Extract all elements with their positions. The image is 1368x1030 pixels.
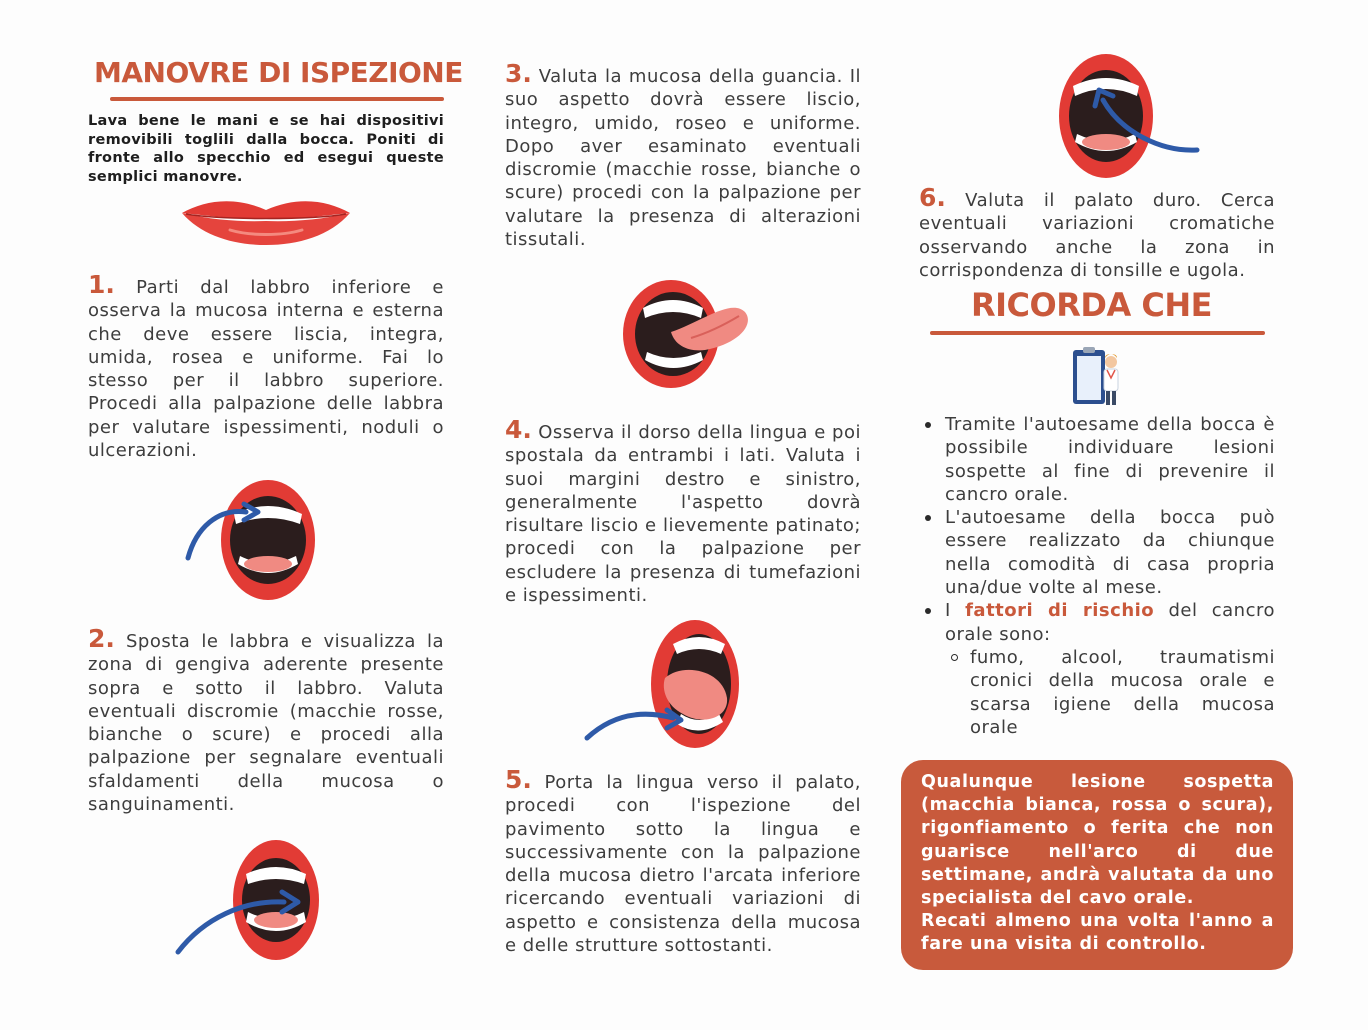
step-2 [88, 624, 444, 816]
section-title-ricorda: RICORDA CHE [971, 286, 1212, 324]
mouth-under-tongue-illustration [583, 618, 743, 752]
remember-bullet-3-post: del cancro orale sono: [945, 600, 1275, 645]
step-5-text: Porta la lingua verso il palato, procedi con l'ispezione del pavimento sotto la lingua e successivamente con la palpazione della mucosa dietro l'arcata inferiore ricercando eventuali variazioni di aspetto e consistenza della mucosa e delle strutture sottostanti. [505, 772, 861, 957]
remember-bullet-2: L'autoesame della bocca può essere realizzato da chiunque nella comodità di casa propria una/due volte al mese. [945, 507, 1275, 599]
remember-bullet-3 [945, 599, 1275, 739]
step-5 [505, 765, 861, 957]
step-1-number: 1. [88, 270, 115, 299]
mouth-tongue-side-illustration [621, 278, 753, 390]
clipboard-doctor-icon [1069, 346, 1123, 408]
open-mouth-lower-lip-illustration [174, 838, 328, 962]
risk-factors-sublist [945, 646, 1275, 739]
remember-bullets [919, 413, 1275, 739]
step-4-number: 4. [505, 415, 532, 444]
warning-callout [901, 760, 1293, 970]
step-2-text: Sposta le labbra e visualizza la zona di gengiva aderente presente sopra e sotto il labbro. Valuta eventuali discromie (macchie rosse, bianche o scure) e procedi alla palpazione per segnalare eventuali sfaldamenti della mucosa o sanguinamenti. [88, 631, 444, 816]
closed-lips-illustration [180, 196, 352, 246]
step-6-number: 6. [919, 183, 946, 212]
section-title-manovre: MANOVRE DI ISPEZIONE [94, 56, 463, 89]
step-1 [88, 270, 444, 462]
remember-bullet-3-pre: I [945, 600, 951, 622]
intro-text: Lava bene le mani e se hai dispositivi removibili toglili dalla bocca. Poniti di fronte allo specchio ed esegui queste semplici manovre. [88, 113, 444, 185]
step-5-number: 5. [505, 765, 532, 794]
step-6-text: Valuta il palato duro. Cerca eventuali variazioni cromatiche osservando anche la zona in corrispondenza di tonsille e ugola. [919, 190, 1275, 281]
step-6 [919, 183, 1275, 282]
step-3-number: 3. [505, 59, 532, 88]
callout-text-2: Recati almeno una volta l'anno a fare una visita di controllo. [921, 911, 1274, 955]
step-3 [505, 59, 861, 251]
title-underline [110, 97, 444, 101]
mouth-palate-illustration [1051, 52, 1201, 180]
ricorda-underline [930, 331, 1265, 335]
step-1-text: Parti dal labbro inferiore e osserva la mucosa interna e esterna che deve essere liscia, integra, umida, rosea e uniforme. Fai lo stesso per il labbro superiore. Procedi alla palpazione delle labbra per valutare ispessimenti, noduli o ulcerazioni. [88, 277, 444, 462]
open-mouth-upper-lip-illustration [184, 478, 318, 602]
step-4-text: Osserva il dorso della lingua e poi spostala da entrambi i lati. Valuta i suoi margini destro e sinistro, generalmente l'aspetto dovrà risultare liscio e lievemente patinato; procedi con la palpazione per escludere la presenza di tumefazioni e ispessimenti. [505, 422, 861, 607]
step-3-text: Valuta la mucosa della guancia. Il suo aspetto dovrà essere liscio, integro, umido, roseo e uniforme. Dopo aver esaminato eventuali discromie (macchie rosse, bianche o scure) procedi con la palpazione per valutare la presenza di alterazioni tissutali. [505, 66, 861, 251]
callout-text-1: Qualunque lesione sospetta (macchia bianca, rossa o scura), rigonfiamento o ferita che non guarisce nell'arco di due settimane, andrà valutata da uno specialista del cavo orale. [921, 772, 1274, 909]
step-2-number: 2. [88, 624, 115, 653]
risk-factors-highlight: fattori di rischio [965, 600, 1155, 622]
risk-factors-item: fumo, alcool, traumatismi cronici della mucosa orale e scarsa igiene della mucosa orale [970, 646, 1275, 738]
remember-list [919, 413, 1275, 739]
step-4 [505, 415, 861, 607]
remember-bullet-1: Tramite l'autoesame della bocca è possibile individuare lesioni sospette al fine di prevenire il cancro orale. [945, 414, 1275, 505]
